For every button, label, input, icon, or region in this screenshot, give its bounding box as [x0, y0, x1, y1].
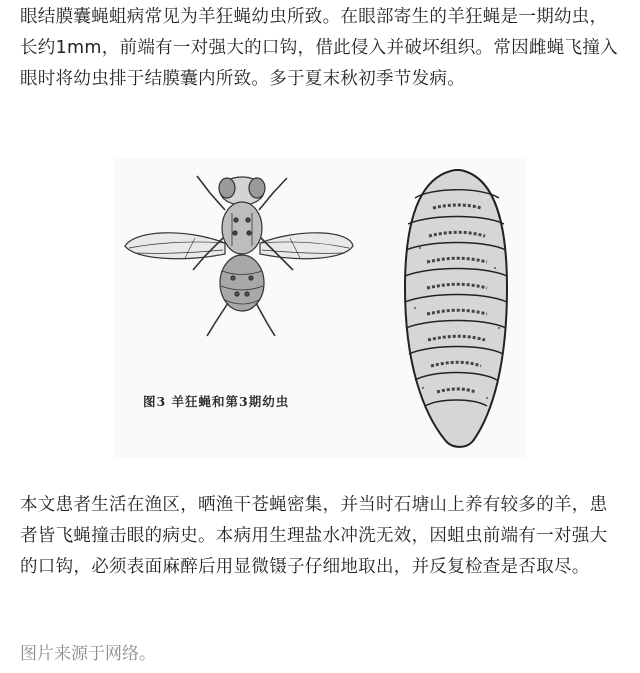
paragraph-intro: 眼结膜囊蝇蛆病常见为羊狂蝇幼虫所致。在眼部寄生的羊狂蝇是一期幼虫，长约1mm，前端有一对强大的口钩，借此侵入并破坏组织。常因雌蝇飞撞入眼时将幼虫排于结膜囊内所致。多于夏末秋初季节发病。 — [20, 7, 618, 89]
image-source-note: 图片来源于网络。 — [20, 644, 156, 664]
larva-illustration — [405, 170, 507, 447]
figure — [115, 158, 525, 458]
fly-illustration — [125, 176, 353, 336]
figure-illustration — [115, 158, 525, 458]
paragraph-case: 本文患者生活在渔区，晒渔干苍蝇密集，并当时石塘山上养有较多的羊，患者皆飞蝇撞击眼的病史。本病用生理盐水冲洗无效，因蛆虫前端有一对强大的口钩，必须表面麻醉后用显微镊子仔细地取出，并反复检查是否取尽。 — [20, 495, 608, 577]
figure-caption: 图3 羊狂蝇和第3期幼虫 — [143, 394, 290, 409]
